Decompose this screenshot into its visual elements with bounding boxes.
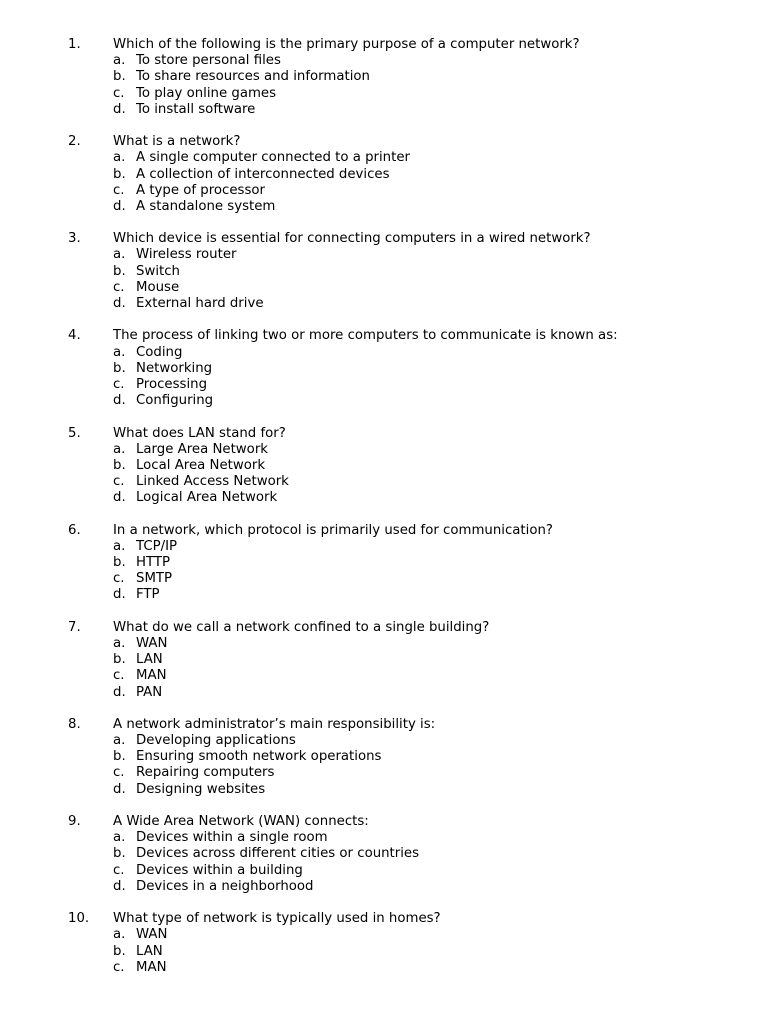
question-6 — [0, 523, 768, 604]
option-a — [0, 733, 768, 749]
question-text: A Wide Area Network (WAN) connects: — [113, 814, 369, 829]
question-text: What is a network? — [113, 134, 241, 150]
question-line — [0, 814, 768, 830]
question-line — [0, 37, 768, 53]
question-number: 9. — [68, 814, 81, 829]
option-text: Designing websites — [136, 781, 266, 797]
option-c — [0, 960, 768, 976]
option-text: To share resources and information — [136, 69, 370, 85]
option-letter: d. — [113, 393, 126, 409]
option-text: External hard drive — [136, 296, 264, 311]
option-a — [0, 442, 768, 458]
question-5 — [0, 426, 768, 507]
option-letter: b. — [113, 555, 126, 570]
option-text: A collection of interconnected devices — [136, 166, 390, 182]
option-text: Ensuring smooth network operations — [136, 749, 382, 765]
option-text: A single computer connected to a printer — [136, 150, 410, 166]
question-8 — [0, 717, 768, 798]
option-b — [0, 167, 768, 183]
option-letter: b. — [113, 652, 126, 668]
option-a — [0, 247, 768, 263]
question-text: Which of the following is the primary purpose of a computer network? — [113, 37, 580, 52]
option-text: To play online games — [136, 85, 277, 101]
question-4 — [0, 328, 768, 409]
option-letter: a. — [113, 635, 126, 651]
question-1 — [0, 37, 768, 118]
question-text: What type of network is typically used in homes? — [113, 911, 441, 927]
question-number: 5. — [68, 425, 81, 441]
option-d — [0, 879, 768, 895]
question-line — [0, 328, 768, 344]
option-letter: d. — [113, 296, 126, 311]
option-text: WAN — [136, 635, 168, 651]
option-text: Devices within a single room — [136, 830, 328, 846]
question-line — [0, 134, 768, 150]
option-letter: b. — [113, 166, 126, 182]
option-letter: c. — [113, 182, 125, 198]
option-letter: d. — [113, 101, 126, 117]
question-line — [0, 426, 768, 442]
option-letter: d. — [113, 878, 126, 894]
option-text: Processing — [136, 376, 208, 392]
option-d — [0, 490, 768, 506]
option-letter: b. — [113, 69, 126, 85]
option-a — [0, 830, 768, 846]
question-10 — [0, 911, 768, 976]
option-d — [0, 393, 768, 409]
question-text: What do we call a network confined to a single building? — [113, 619, 490, 635]
option-letter: d. — [113, 587, 126, 603]
question-9 — [0, 814, 768, 895]
option-d — [0, 587, 768, 603]
option-letter: a. — [113, 927, 126, 943]
option-c — [0, 183, 768, 199]
question-number: 10. — [68, 911, 90, 927]
question-number: 7. — [68, 619, 81, 635]
option-text: Logical Area Network — [136, 490, 278, 506]
option-text: Wireless router — [136, 247, 237, 263]
option-letter: d. — [113, 198, 126, 214]
question-number: 4. — [68, 328, 81, 344]
option-letter: b. — [113, 457, 126, 473]
option-text: A type of processor — [136, 182, 265, 198]
option-text: Configuring — [136, 393, 214, 409]
option-letter: a. — [113, 538, 126, 554]
quiz-page — [0, 37, 768, 992]
option-c — [0, 474, 768, 490]
option-text: To install software — [136, 101, 256, 117]
question-7 — [0, 620, 768, 701]
option-d — [0, 782, 768, 798]
question-number: 3. — [68, 231, 81, 247]
question-text: A network administrator’s main responsibility is: — [113, 716, 436, 732]
option-letter: a. — [113, 247, 126, 263]
option-a — [0, 539, 768, 555]
option-b — [0, 944, 768, 960]
option-c — [0, 863, 768, 879]
question-line — [0, 523, 768, 539]
option-b — [0, 264, 768, 280]
option-text: HTTP — [136, 555, 171, 570]
option-text: MAN — [136, 668, 167, 684]
option-letter: a. — [113, 830, 126, 846]
option-d — [0, 685, 768, 701]
option-letter: c. — [113, 959, 125, 975]
option-letter: a. — [113, 441, 126, 457]
question-number: 1. — [68, 37, 81, 52]
option-text: WAN — [136, 927, 168, 943]
option-letter: c. — [113, 279, 125, 295]
option-letter: d. — [113, 781, 126, 797]
option-text: Local Area Network — [136, 457, 266, 473]
option-text: PAN — [136, 684, 163, 700]
question-number: 6. — [68, 522, 81, 538]
option-text: FTP — [136, 587, 160, 603]
option-b — [0, 555, 768, 571]
option-letter: c. — [113, 85, 125, 101]
option-text: SMTP — [136, 571, 173, 587]
option-text: LAN — [136, 652, 163, 668]
option-letter: d. — [113, 490, 126, 506]
option-letter: c. — [113, 765, 125, 781]
question-2 — [0, 134, 768, 215]
option-letter: a. — [113, 150, 126, 166]
option-letter: c. — [113, 376, 125, 392]
option-a — [0, 636, 768, 652]
option-letter: d. — [113, 684, 126, 700]
question-text: In a network, which protocol is primarily used for communication? — [113, 522, 553, 538]
option-letter: b. — [113, 846, 126, 862]
option-d — [0, 296, 768, 312]
option-text: To store personal files — [136, 53, 281, 69]
option-b — [0, 458, 768, 474]
option-letter: c. — [113, 862, 125, 878]
option-b — [0, 361, 768, 377]
option-letter: c. — [113, 668, 125, 684]
option-text: Large Area Network — [136, 441, 268, 457]
option-c — [0, 377, 768, 393]
option-text: TCP/IP — [136, 538, 178, 554]
option-text: Networking — [136, 360, 213, 376]
question-line — [0, 620, 768, 636]
option-b — [0, 749, 768, 765]
option-c — [0, 86, 768, 102]
option-letter: c. — [113, 474, 125, 490]
option-c — [0, 280, 768, 296]
option-text: MAN — [136, 959, 167, 975]
option-letter: b. — [113, 360, 126, 376]
option-text: Linked Access Network — [136, 474, 289, 490]
option-letter: a. — [113, 733, 126, 749]
option-b — [0, 652, 768, 668]
option-text: Devices across different cities or countries — [136, 846, 420, 862]
option-a — [0, 345, 768, 361]
option-a — [0, 150, 768, 166]
option-text: Switch — [136, 263, 180, 279]
option-letter: b. — [113, 749, 126, 765]
question-line — [0, 717, 768, 733]
option-letter: a. — [113, 344, 126, 360]
option-letter: c. — [113, 571, 125, 587]
question-text: What does LAN stand for? — [113, 425, 286, 441]
option-text: Developing applications — [136, 733, 296, 749]
option-a — [0, 53, 768, 69]
option-d — [0, 102, 768, 118]
question-line — [0, 911, 768, 927]
option-text: Repairing computers — [136, 765, 275, 781]
option-text: LAN — [136, 943, 163, 959]
option-letter: b. — [113, 943, 126, 959]
option-letter: b. — [113, 263, 126, 279]
question-text: Which device is essential for connecting computers in a wired network? — [113, 231, 591, 247]
option-d — [0, 199, 768, 215]
option-letter: a. — [113, 53, 126, 69]
question-text: The process of linking two or more computers to communicate is known as: — [113, 328, 618, 344]
option-b — [0, 846, 768, 862]
option-text: Devices within a building — [136, 862, 303, 878]
question-3 — [0, 231, 768, 312]
question-number: 2. — [68, 134, 81, 150]
option-b — [0, 69, 768, 85]
option-text: A standalone system — [136, 198, 276, 214]
question-number: 8. — [68, 716, 81, 732]
option-text: Mouse — [136, 279, 180, 295]
option-c — [0, 571, 768, 587]
option-c — [0, 668, 768, 684]
option-c — [0, 765, 768, 781]
question-line — [0, 231, 768, 247]
option-text: Devices in a neighborhood — [136, 878, 314, 894]
option-text: Coding — [136, 344, 183, 360]
option-a — [0, 927, 768, 943]
